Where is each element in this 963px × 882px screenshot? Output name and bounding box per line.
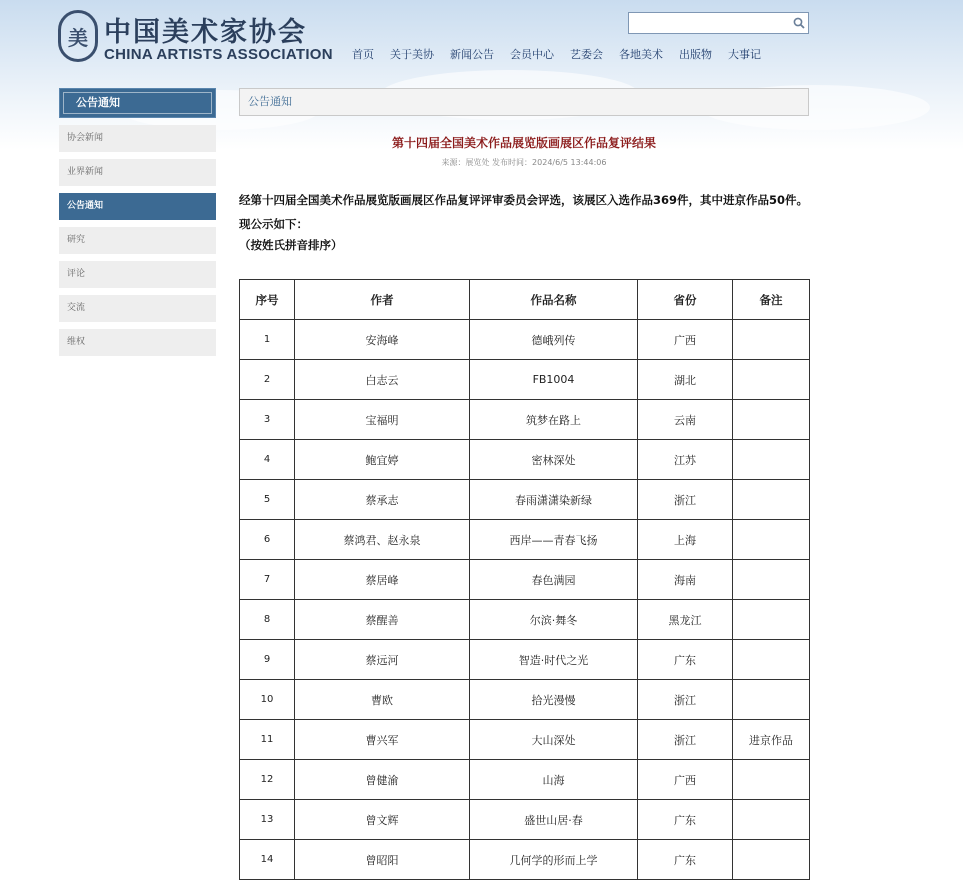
table-row	[240, 840, 810, 880]
table-cell: 13	[240, 800, 295, 840]
article-intro: 经第十四届全国美术作品展览版画展区作品复评评审委员会评选，该展区入选作品369件，其中进京作品50件。现公示如下：	[239, 193, 809, 231]
table-cell: 12	[240, 760, 295, 800]
table-cell: 曾健渝	[295, 760, 470, 800]
nav-item[interactable]: 新闻公告	[450, 48, 494, 61]
table-cell: 广西	[638, 760, 733, 800]
table-cell: 广西	[638, 320, 733, 360]
table-cell	[733, 440, 810, 480]
table-cell: 7	[240, 560, 295, 600]
table-cell: 山海	[470, 760, 638, 800]
table-cell: 春雨潇潇染新绿	[470, 480, 638, 520]
table-cell	[733, 680, 810, 720]
table-cell	[733, 560, 810, 600]
table-cell: 蔡鸿君、赵永泉	[295, 520, 470, 560]
table-cell: 11	[240, 720, 295, 760]
article-meta: 来源：展览处 发布时间：2024/6/5 13:44:06	[441, 158, 607, 167]
table-cell: 上海	[638, 520, 733, 560]
table-cell: 白志云	[295, 360, 470, 400]
table-cell: 鲍宜婷	[295, 440, 470, 480]
table-cell: 浙江	[638, 480, 733, 520]
table-cell	[733, 760, 810, 800]
table-row	[240, 680, 810, 720]
column-header: 省份	[638, 280, 733, 320]
table-row	[240, 600, 810, 640]
table-cell: 蔡醒善	[295, 600, 470, 640]
table-cell	[733, 400, 810, 440]
table-cell: 5	[240, 480, 295, 520]
table-cell: 盛世山居·春	[470, 800, 638, 840]
search-input[interactable]	[629, 13, 790, 33]
table-cell: 黑龙江	[638, 600, 733, 640]
table-cell: 几何学的形而上学	[470, 840, 638, 880]
table-row	[240, 480, 810, 520]
table-cell: 9	[240, 640, 295, 680]
section-title: 公告通知	[239, 88, 809, 116]
table-row	[240, 640, 810, 680]
sidebar-item[interactable]: 协会新闻	[59, 125, 216, 152]
sidebar-item[interactable]: 业界新闻	[59, 159, 216, 186]
table-cell: 4	[240, 440, 295, 480]
table-cell: 3	[240, 400, 295, 440]
table-cell	[733, 600, 810, 640]
nav-item[interactable]: 各地美术	[619, 48, 663, 61]
main-navigation	[344, 46, 769, 64]
table-cell: 德峨列传	[470, 320, 638, 360]
table-cell: 蔡居峰	[295, 560, 470, 600]
table-row	[240, 360, 810, 400]
table-cell: 拾光漫慢	[470, 680, 638, 720]
table-cell: 2	[240, 360, 295, 400]
results-table	[239, 279, 810, 880]
table-row	[240, 560, 810, 600]
table-cell	[733, 840, 810, 880]
nav-item[interactable]: 关于美协	[390, 48, 434, 61]
table-cell: 春色满园	[470, 560, 638, 600]
table-cell	[733, 480, 810, 520]
table-row	[240, 720, 810, 760]
table-cell: 广东	[638, 840, 733, 880]
table-cell: 蔡远河	[295, 640, 470, 680]
table-cell: 广东	[638, 800, 733, 840]
table-row	[240, 800, 810, 840]
nav-item[interactable]: 艺委会	[570, 48, 603, 61]
article-title: 第十四届全国美术作品展览版画展区作品复评结果	[391, 136, 656, 150]
table-cell: 曾文辉	[295, 800, 470, 840]
nav-item[interactable]: 出版物	[679, 48, 712, 61]
main-content	[239, 88, 809, 867]
sidebar-item[interactable]: 维权	[59, 329, 216, 356]
logo-english-name: CHINA ARTISTS ASSOCIATION	[104, 46, 333, 63]
table-cell: 宝福明	[295, 400, 470, 440]
search-icon[interactable]	[790, 14, 808, 32]
sidebar-item[interactable]: 研究	[59, 227, 216, 254]
table-row	[240, 760, 810, 800]
table-cell: 1	[240, 320, 295, 360]
logo-emblem-icon: 美	[58, 10, 98, 62]
column-header: 作者	[295, 280, 470, 320]
sidebar-item[interactable]: 评论	[59, 261, 216, 288]
sidebar-list	[59, 125, 216, 356]
column-header: 备注	[733, 280, 810, 320]
nav-item[interactable]: 大事记	[728, 48, 761, 61]
table-cell: 14	[240, 840, 295, 880]
table-cell: 江苏	[638, 440, 733, 480]
table-cell: 密林深处	[470, 440, 638, 480]
table-cell: 蔡承志	[295, 480, 470, 520]
table-cell: 6	[240, 520, 295, 560]
table-cell: 8	[240, 600, 295, 640]
sidebar	[59, 88, 216, 363]
table-cell: 筑梦在路上	[470, 400, 638, 440]
table-cell: 湖北	[638, 360, 733, 400]
sidebar-title: 公告通知	[59, 88, 216, 118]
table-row	[240, 520, 810, 560]
table-cell: 浙江	[638, 720, 733, 760]
table-cell	[733, 800, 810, 840]
table-cell	[733, 320, 810, 360]
table-cell	[733, 360, 810, 400]
logo-chinese-name: 中国美术家协会	[104, 17, 307, 48]
column-header: 序号	[240, 280, 295, 320]
table-cell: 曹兴军	[295, 720, 470, 760]
table-cell: 曹欧	[295, 680, 470, 720]
table-cell: 进京作品	[733, 720, 810, 760]
site-logo[interactable]	[58, 10, 333, 68]
table-cell: FB1004	[470, 360, 638, 400]
sidebar-item[interactable]: 公告通知	[59, 193, 216, 220]
table-cell: 曾昭阳	[295, 840, 470, 880]
table-cell: 海南	[638, 560, 733, 600]
nav-item[interactable]: 会员中心	[510, 48, 554, 61]
search-bar	[628, 12, 809, 34]
table-cell	[733, 520, 810, 560]
table-cell: 浙江	[638, 680, 733, 720]
article-note: （按姓氏拼音排序）	[239, 238, 343, 252]
table-cell	[733, 640, 810, 680]
table-row	[240, 440, 810, 480]
sidebar-item[interactable]: 交流	[59, 295, 216, 322]
table-cell: 安海峰	[295, 320, 470, 360]
table-cell: 广东	[638, 640, 733, 680]
table-row	[240, 320, 810, 360]
table-cell: 云南	[638, 400, 733, 440]
table-cell: 智造·时代之光	[470, 640, 638, 680]
table-cell: 尔滨·舞冬	[470, 600, 638, 640]
table-cell: 大山深处	[470, 720, 638, 760]
table-cell: 10	[240, 680, 295, 720]
table-cell: 西岸——青春飞扬	[470, 520, 638, 560]
table-row	[240, 400, 810, 440]
table-header-row	[240, 280, 810, 320]
nav-item[interactable]: 首页	[352, 48, 374, 61]
column-header: 作品名称	[470, 280, 638, 320]
